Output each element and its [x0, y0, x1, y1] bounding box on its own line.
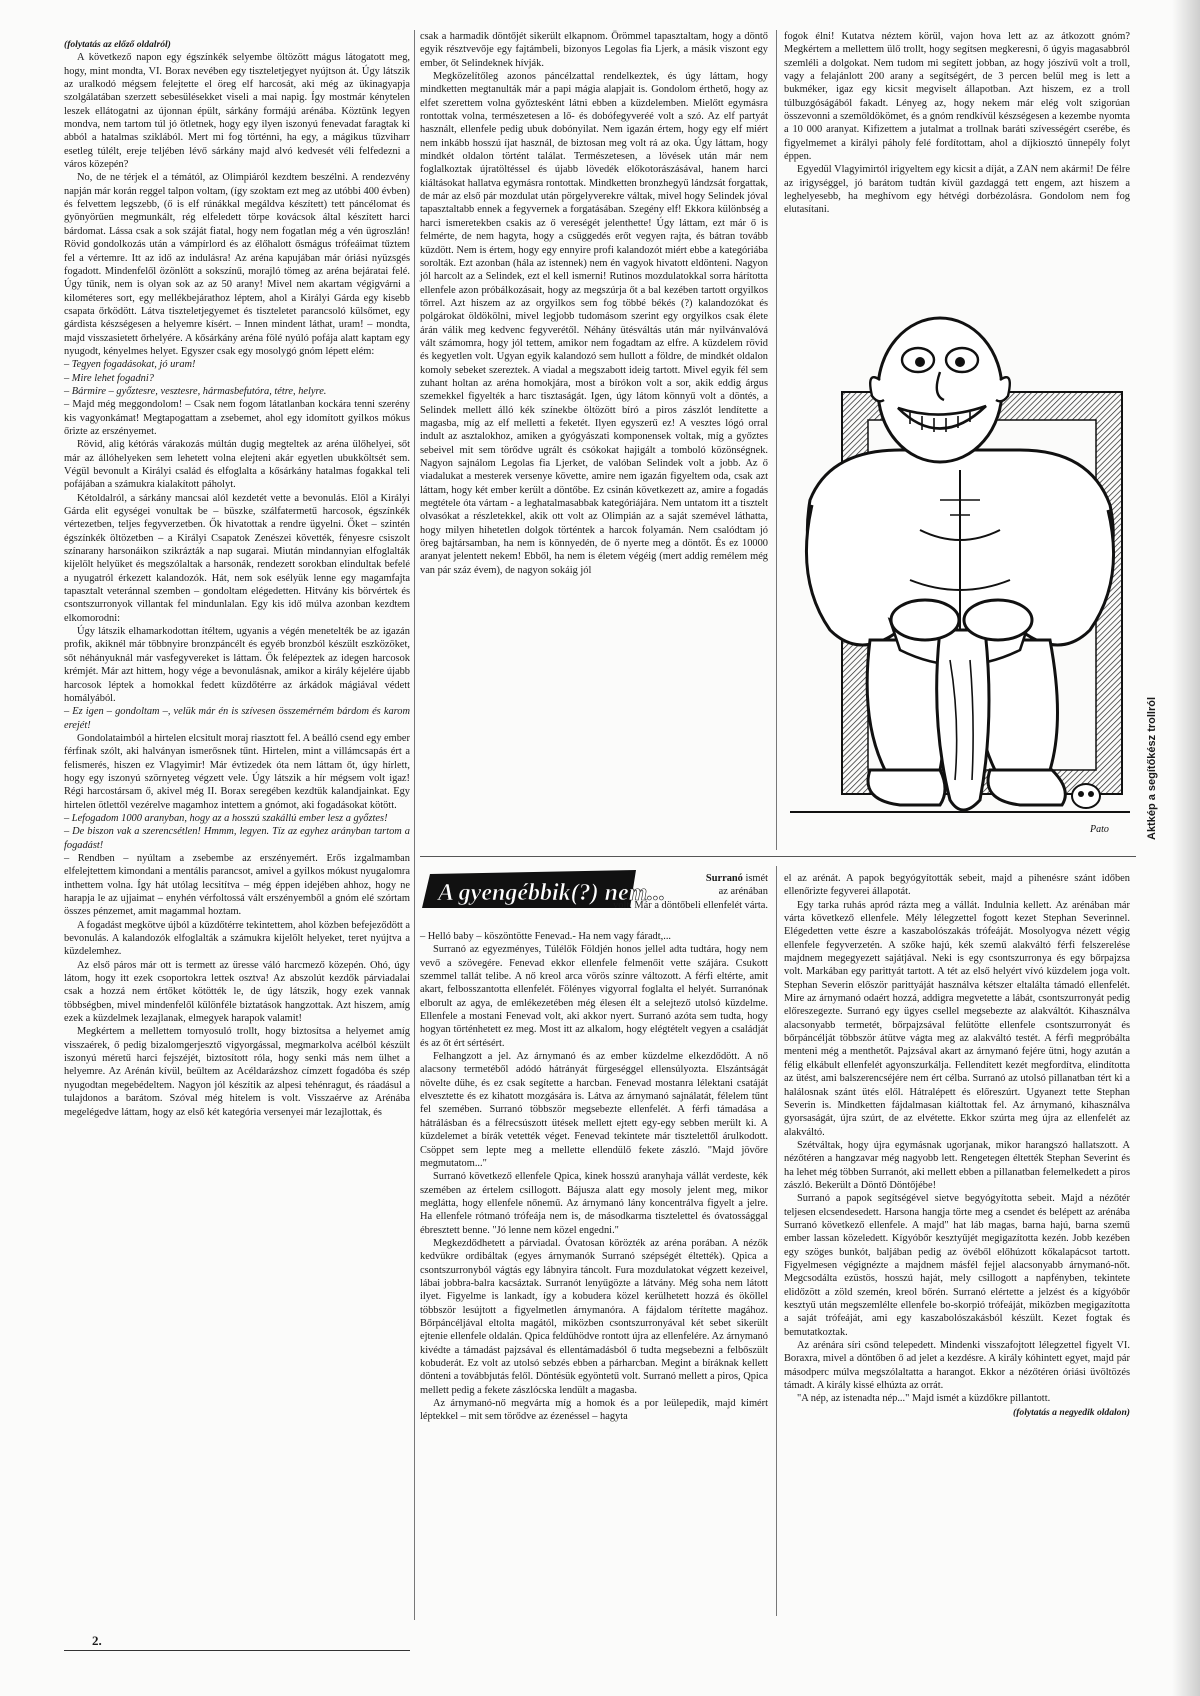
col1-dialogue: – Lefogadom 1000 aranyban, hogy az a hosszú szakállú ember lesz a győztes! — [64, 812, 388, 824]
article2-paragraph: "A nép, az istenadta nép..." Majd ismét a küzdőkre pillantott. — [797, 1393, 1051, 1405]
col1-dialogue: – Bármire – győztesre, vesztesre, hármasbefutóra, tétre, helyre. — [64, 385, 327, 397]
column-divider — [776, 866, 777, 1616]
article2-paragraph: Szétváltak, hogy újra egymásnak ugorjanak, mikor harangszó hallatszott. A nézőtéren a hangzavar még nagyobb lett. Rengetegen éltették Stephan Severint és ha lehet még többen Surranót, aki mellett ebben a pillanatban felemelkedett a piros zászló. Bekerült a Döntő Döntőjébe! — [784, 1139, 1130, 1191]
article2-paragraph: Felhangzott a jel. Az árnymanó és az ember küzdelme elkezdődött. A nő alacsony termetéből adódó hátrányát fürgeséggel ellensúlyozta. Elszántságát növelte dühe, és ez csak segítette a harcban. Fenevad mostanra lélektani csatáját elvesztette és ez kihatott mozgására is. Látva az árnymanó sajnálatát, félelem tűnt fel szemében. Surranó többször megsebezte ellenfelét. A férfi támadása a hátrálásban és a félrecsúszott ütések mellett ejtett egy-egy sebben merült ki. A küzdelemet a bírák vetették véget. Fenevad tekintete már tisztelettől árulkodott. Csöppet sem lepte meg a mellette ellendülő fekete zászló. "Majd jövőre megmutatom..." — [420, 1051, 768, 1169]
troll-illustration — [790, 300, 1130, 848]
section-divider — [420, 856, 1136, 857]
col3-paragraph: fogok élni! Kutatva néztem körül, vajon hova lett az az átkozott gnóm? Megkértem a mellettem ülő trollt, hogy segítsen megkeresni, ő úgyis magasabbról szemléli a dolgokat. Nem tudom mi segített jobban, az hogy jószívű volt a troll, vagy a felajánlott 200 arany a segítségért, de 3 percen belül meg is lett a bukméker, igaz egy kicsit megviselt állapotban. Azt hiszem, ez a troll túlbuzgóságából fakadt. Lényeg az, hogy nekem már elég volt szigorúan összevonni a szemöldökömet, és a gnóm rendkívül készségesen a kezembe nyomta a 10 000 aranyat. Kifizettem a jutalmat a trollnak baráti szívességért cserébe, és figyelmemet a királyi páholy felé fordítottam, ahol a díjkiosztó ünnepély folyt éppen. — [784, 31, 1130, 163]
col3-paragraph: Egyedül Vlagyimirtól irigyeltem egy kicsit a díját, a ZAN nem akármi! De félre az irigységgel, jó barátom tudtán kívül gazdaggá tett engem, azt hiszem a leghelyesebb, ha meghívom egy hétvégi dorbézolásra. Gondolom nem fog elutasítani. — [784, 164, 1130, 216]
footer-rule — [64, 1650, 410, 1651]
column-divider — [776, 30, 777, 850]
article2-paragraph: Az arénára síri csönd telepedett. Mindenki visszafojtott lélegzettel figyelt VI. Boraxra, mivel a döntőben ő ad jelet a kezdésre. A király kóhintett egyet, majd pár másodperc múlva megszólaltatta a harangot. Ekkor a nézőtéren óriási üvöltözés támadt. A király kissé elhúzta az orrát. — [784, 1340, 1130, 1392]
column-1 — [64, 38, 410, 1620]
col1-paragraph: Rövid, alig kétórás várakozás múltán dugig megteltek az aréna ülőhelyei, sőt már az állóhelyeken sem lehetett volna elejteni akár egyetlen ubukköltsét sem. Végül bevonult a Királyi család és elfoglalta a kősárkány hatalmas fogakkal teli pofájában a számukra kialakított páholyt. — [64, 439, 410, 491]
troll-drawing — [790, 300, 1130, 848]
article-intro-cont: volt. Már a döntőbeli ellenfelét várta. — [613, 900, 768, 911]
col1-dialogue: – Ez igen – gondoltam –, velük már én is szívesen összemérném bárdom és karom erejét! — [64, 706, 410, 731]
article2-column-right — [784, 872, 1130, 1614]
illustration-caption: Aktkép a segítőkész trollról — [1146, 696, 1158, 840]
article-title: A gyengébbik(?) nem... — [438, 880, 666, 906]
col1-dialogue: – Tegyen fogadásokat, jó uram! — [64, 359, 196, 371]
col2-paragraph: csak a harmadik döntőjét sikerült elkapnom. Örömmel tapasztaltam, hogy a döntő egyik résztvevője egy fajtámbeli, bizonyos Legolas fia Ljerk, a másik viszont egy ember, őt Selindeknek hívják. — [420, 31, 768, 69]
col1-paragraph: Úgy látszik elhamarkodottan ítéltem, ugyanis a végén menetelték be az igazán profik, akiknél már többnyire bronzpáncélt és egyéb bronzból készült eszközöket, sőt néhányuknál már vasfegyvereket is láttam. Ők felépeztek az idegen harcosok krémjét. Már azt hittem, hogy vége a bevonulásnak, amikor a király kéjelére újabb harcosok léptek a homokkal fedett küzdőtérre az árkádok mágiával védett homályából. — [64, 626, 410, 704]
column-divider — [414, 30, 415, 1620]
continuation-note-top: (folytatás az előző oldalról) — [64, 39, 171, 50]
continuation-note-bottom: (folytatás a negyedik oldalon) — [1013, 1406, 1130, 1418]
col1-dialogue: – Majd még meggondolom! – Csak nem fogom látatlanban kockára tenni szerény kis vagyonkámat! Megtapogattam a zsebemet, ahol egy idomított gyilkos mókus őrizte az erszényemet. — [64, 399, 410, 437]
col1-paragraph: Megkértem a mellettem tornyosuló trollt, hogy biztosítsa a helyemet amíg visszaérek, ő pedig bizalomgerjesztő vigyorgással, megmarkolva acélból készült iszonyú méretű harci fejszéjét, biztosított róla, hogy senki más nem ülhet a helyemre. Az Arénán kívül, beültem az Acéldarázshoz címzett fogadóba és szép nyugodtan megebédeltem. Nagyon jól készítik az alpesi tehénragut, és ráadásul a tulajdonos a barátom. Szóval még hitelem is volt. Visszaérve az Arénába megelégedve láttam, hogy az első két kategória versenyei már lezajlottak, és — [64, 1026, 410, 1118]
article-intro: Surranó ismét az arénában — [705, 873, 768, 898]
article2-paragraph: Megkezdődhetett a párviadal. Óvatosan körözték az aréna porában. A nézők kedvükre ordibáltak (egyes árnymanók Surranó szépségét éltették). Qpica a csontszurronyból vágtás egy lábnyira táncolt. Fura mozdulatokat végzett kezeivel, lábai jobbra-balra kacsáztak. Surranót lenyűgözte a látvány. Még soha nem látott ilyet. Figyelme is lankadt, így a kobudera közel kerülhetett hozzá és ököllel többször lesújtott a figyelmetlen árnymanóra. A fájdalom térítette magához. Bőrpáncéljával eltolta magától, miközben csontszurronyával két sebet sikerült ejtenie ellenfele oldalán. Qpica feldühödve rontott újra az ellenfelére. Az árnymanó kivédte a támadást pajzsával és ellentámadásból ő tudta megsebezni a felbőszült kobuderát. Ez volt az utolsó sebzés ebben a párharcban. Megint a bíráknak kellett dönteni a továbbjutás felől. Döntésük egyöntetű volt. Surranó mellett a piros, Qpica mellett pedig a fekete zászlócska lendült a magasba. — [420, 1237, 769, 1396]
page-number: 2. — [92, 1633, 102, 1648]
article2-column-left — [420, 930, 768, 1624]
column-3 — [784, 30, 1130, 288]
col1-dialogue: – Rendben – nyúltam a zsebembe az erszényemért. Erős izgalmamban elfelejtettem kimondani a mentális parancsot, amivel a gyilkos mókust nyugalomra inthettem volna. Így hát utólag lecsitítva – még éppen idejében ahhoz, hogy ne harapja le az ujjaimat – enyhén vérfoltossá vált erszényemből a gnóm elé szórtam összes pénzemet, amit magammal hoztam. — [64, 852, 410, 918]
col1-paragraph: A következő napon egy égszínkék selyembe öltözött mágus látogatott meg, hogy, mint mondta, VI. Borax nevében egy tiszteletjegyet nyújtson át. Úgy látszik az uralkodó mégsem felejtette el öreg elf harcosát, aki még az ükinagyapja szolgálatában szerzett sebesülésekket viseli a mai napig. Így mostmár kénytelen leszek ellátogatni az újonnan épült, sárkány formájú arénába. Köztünk legyen mondva, nem tartom túl jó ötletnek, hogy egy ilyen iszonyú fenevadat faragtak ki abból a hatalmas sziklából. Mert mi fog történni, ha egy, a mágikus tűzviharr esetleg túlélt, ereje teljében lévő sárkány majd alvó kedvesét véli felfedezni a város közepén? — [64, 52, 410, 171]
col1-dialogue: – De biszon vak a szerencsétlen! Hmmm, legyen. Tíz az egyhez arányban tartom a fogadást! — [64, 826, 410, 851]
col1-paragraph: No, de ne térjek el a témától, az Olimpiáról kezdtem beszélni. A rendezvény napján már korán reggel talpon voltam, (így szoktam ezt meg az utóbbi 400 évben) és felvettem legszebb, (ő is elf rúnákkal megáldva készített) tett páncélomat és gyönyörűen megmunkált, rég elfeledett törpe kovácsok által készített harci bárdomat. Lássa csak a sok száját fiatal, hogy nem fogatlan még a vén ügroszlán! Rövid gondolkozás után a vámpírlord és az élőhalott ősmágus trófeáimat tűztem fel a vértemre. Itt az idő az indulásra! Az aréna kapujában már óriási nyüzsgés fogadott. Mindenfelől özönlött a sokszínű, morajló tömeg az aréna bejáratai felé. Úgy tűnik, nem is olyan sok az az 50 arany! Mivel nem akartam végigvárni a kilométeres sort, egy mellékbejárathoz léptem, ahol a Királyi Gárda egy kisebb csapata őrködött. Látva tiszteletjegyemet és tiszteletet parancsoló külsőmet, egy gárdista készségesen a helyemre kísért. – Innen mindent láthat, uram! – mondta, majd visszasietett őrhelyére. A kősárkány aréna fölé nyúló pofája alatt kaptam egy nyugodt, kényelmes helyet. Egyszer csak egy mosolygó gnóm lépett elém: — [64, 172, 410, 357]
article2-paragraph: – Helló baby – köszöntötte Fenevad.- Ha nem vagy fáradt,... — [420, 931, 672, 942]
article2-paragraph: Surranó az egyezményes, Túlélők Földjén honos jellel adta tudtára, hogy nem vevő a szövegére. Fenevad ekkor ellenfele felmenőit vette szájára. Csukott szemmel tallát telibe. A nő kreol arca vörös színre változott. A férfi eltérte, amit akart, felbosszantotta ellenfelét. Fölényes vigyorral foglalta el helyét. Surranónak elborult az agya, de emlékezetében még élesen élt a selejtező utolsó küzdelme. Ellenfele a mostani Fenevad volt, aki akkor nyert. Surranó azóta sem tudta, hogy hogyan történhetett ez meg. Most itt az alkalom, hogy elégtételt vegyen a családját és az őt ért sértésért. — [420, 944, 768, 1049]
article2-paragraph: el az arénát. A papok begyógyították sebeit, majd a pihenésre szánt időben ellenőrizte fegyverei állapotát. — [784, 873, 1130, 898]
article2-paragraph: Surranó a papok segítségével sietve begyógyította sebeit. Majd a nézőtér teljesen elcsendesedett. Harsona hangja törte meg a csendet és belépett az arénába Surranó következő ellenfele. A majd" hat láb magas, barna hajú, barna szemű ember lassan közeledett. Kígyóbőr kesztyűjét megigazította kezén. Jobb kezében egy szöges bunkót, baljában pedig az övéből előhúzott kőkalapácsot tartott. Figyelmesen végignézte a majdnem másfél fejjel alacsonyabb árnymanó-nőt. Megcsodálta ezüstös, hosszú haját, mely csillogott a napfényben, tekintete elidőzött a zöld szemén, kreol bőrén. Surranó elértette a jelzést és a kígyóbőr kesztyű után megszemlélte ellenfele bo-skorpió trófeáját, miközben megigazította a saját trófeáját, ami egy kaszabolószakásból készült. Kezet fogtak és bemutatkoztak. — [784, 1193, 1130, 1338]
col1-paragraph: Gondolataimból a hirtelen elcsitult moraj riasztott fel. A beálló csend egy ember férfinak szólt, aki halványan ismerősnek tűnt. Hirtelen, mint a villámcsapás ért a felismerés, hiszen ez Vlagyimir! Már évtizedek óta nem láttam őt, úgy hírlett, hogy egy iszonyú szörnyeteg végzett vele. Úgy látszik a hír mégsem volt igaz! Régi harcostársam ő, akivel még II. Borax seregében kezdtük kalandjainkat. Egy hirtelen ötlettől vezérelve magamhoz intettem a gnómot, aki fogadásokat kötött. — [64, 732, 410, 811]
article2-paragraph: Egy tarka ruhás apród rázta meg a vállát. Indulnia kellett. Az arénában már várta következő ellenfele. Mély lélegzettel fogott kezet Stephan Severinnel. Elégedetten vette észre a kaszabolószakás trófeáját. Mosolyogva nézett végig ellenfele fegyverzetén. A szőke hajú, kék szemű alakváltó férfi felszerelése majdnem megegyezett sajátjával. Neki is egy csontszurronya és egy bőrpajzsa volt. Markában egy parittyát tartott. A tét az első helyért vívó küzdelem joga volt. Stephan Severin először parittyáját használva kétszer eltalálta támadó ellenfelét. Mire az árnymanó odaért hozzá, addigra megvetette a lábát, csontszurronyát pedig előreszegezte. Surranó egy ügyes csellel megsebezte az alakváltót. Kihasználva alacsonyabb termetét, bőrpajzsával felütötte ellenfele csontszurronyát és bőrpáncélját többször átütve vágta meg az alakváltó testét. A férfi megpróbálta menteni még a menthetőt. Pajzsával akart az árnymanó fejére ütni, hogy azután a félig elkábult ellenfelét agyonszurkálja. Fellendített kezét megfordítva, elindította az ütést, ami balszerencséjére nem ért célba. Surranó az utolsó pillanatban tért ki a halálosnak szánt ütés elől. Hátralépett és előreszúrt. Ugyanezt tette Stephan Severin is. Mindketten fájdalmasan kiáltottak fel. Az árnymanó, kihasználva gyorsaságát, újra szúrt, de az elvétette. Ekkor szúrta meg újra az ellenfelét az alakváltó. — [784, 899, 1130, 1138]
article2-paragraph: Az árnymanó-nő megvárta míg a homok és a por leülepedik, majd kimért léptekkel – mit sem törődve az ézenéssel – hagyta — [420, 1398, 768, 1423]
binding-shadow — [1172, 0, 1200, 1696]
article2-paragraph: Surranó következő ellenfele Qpica, kinek hosszú aranyhaja vállát verdeste, kék szemében az értelem csillogott. Bájusza alatt egy mosoly jelent meg, mikor meglátta, hogy ellenfele nőnemű. Az árnymanó lány koncentrálva figyelt a jelre. Ha ellenfele rótmanó trófeája nem is, de másodkarma tisztelettel és óvatossággal ébresztett benne. "Jó lenne nem közel engedni." — [420, 1171, 768, 1236]
column-2 — [420, 30, 768, 848]
illustration-signature: Pato — [1090, 824, 1109, 835]
col1-paragraph: Kétoldalról, a sárkány mancsai alól kezdetét vette a bevonulás. Elöl a Királyi Gárda elit egységei vonultak be – büszke, szálfatermetű harcosok, égszínkék vértezetben, teljes fegyverzetben. Ők hivatottak a rendre ügyelni. Őket – szintén égszínkék öltözetben – a Királyi Csapatok Zenészei követték, fényesre csiszolt színarany harsonáikon szikrázták a nap sugarai. Miután mindannyian elfoglalták kijelölt helyüket és megszólaltak a harsonák, rendezett sorokban elindultak befelé a nyugatról érkezett kalandozók. Hát, nem sok esélyük lenne egy magamfajta tapasztalt veteránnal szemben – gondoltam elégedetten. Hitvány kis börvértek és csontszurronyok villantak fel mindunlalan. Egy kis idő múlva azonban kezdtem elkomorodni: — [64, 492, 410, 624]
col1-dialogue: – Mire lehet fogadni? — [64, 372, 154, 384]
col2-paragraph: Megközelítőleg azonos páncélzattal rendelkeztek, és úgy láttam, hogy mindketten megtanulták már a papi mágia alapjait is. Gondolom érthető, hogy az elfet szerettem volna győztesként látni ebben a küzdelemben. Mielőtt egymásra rontottak volna, természetesen a lő- és dobófegyveréé volt a szó. Az elf partyát használt, ellenfele pedig ubuk dobónyilat. Nem igazán értem, hogy egy elf miért nem inkább hosszú íjat használ, de biztosan meg volt rá az oka. Úgy láttam, hogy mindkét oldalon történt találat. Természetesen, a lövések után már nem foglalkoztak újratöltéssel és újabb lövedék előkotorászásával, hanem harci kiáltásokat hallatva egymásra rontottak. Mindketten bronzhegyű lándzsát forgattak, de már az első pár mozdulat után pörgelyverekre váltak, mivel hogy Selindek jóval tapasztaltabb ennek a fegyvernek a forgatásában. Szegény elf! Ekkora különbség a harci ismeretekben csakis az ő vereségét jelenthette! Úgy láttam, ezt már ő is felmérte, de nem hagyta, hogy a csüggedés erőt vegyen rajta, és bátran tovább küzdött. Nem is értem, hogy egy ennyire profi kalandozót miért ebbe a kategóriába sorolták. Ezt azonban (hála az istennek) nem én vagyok hivatott eldönteni. Nagyon jól harcolt az a Selindek, ezt el kell ismerni! Rutinos mozdulatokkal sorra hárította ellenfele azon próbálkozásait, hogy az megszúrja őt a bal kezében tartott orgyilkos tőrrel. Azt hiszem az az orgyilkos sem fog többé békés (?) kalandozókat és polgárokat öldökölni, mivel legjobb tudomásom szerint egy orgyilkos csak élete árán válik meg kedvenc fegyverétől. Néhány ütésváltás után már nyilvánvalóvá vált számomra, hogy jól tettem, amikor nem fogadtam az elfre. A küzdelem rövid és kegyetlen volt. Ugyan egyik kalandozó sem hullott a földre, de mindkét oldalon komoly sebeket szereztek. A viadal a megszabott ideig tartott. Mivel egyik fél sem zuhant holtan az aréna homokjára, most a bírókon volt a sor, akik eddig árgus szemekkel figyelték a harc tisztaságát. Igen, úgy látom könnyű volt a döntés, a Selindek mellett álló kék színekbe öltözött bíró a piros zászlót lendítette a magasba, míg az elf melletti a feketét. Ilyen egyszerű ez! A vesztes lógó orral indult az asztalokhoz, amiken a gyógyászati komponensek voltak, míg a győztes sebeivel mit sem törődve ugrált és csókokat hajigált a tomboló közönségnek. Nagyon sajnálom Legolas fia Ljerket, de valóban Selindek volt a jobb. Az ő viadalukat a mesterek versenye követte, amire nem igazán figyeltem oda, csak azt láttam, hogy két ember került a döntőbe. Ez csinán következett az, amire a fogadás megtétele óta vártam - a leghatalmasabbak kategóriájára. Nem untatom itt a tisztelt olvasókat a részletekkel, akik ott volt az Olimpián az a saját szemével láthatta, hogy milyen hihetetlen dolgok történtek a harcok folyamán. Nem csalódtam jó öreg bajtársamban, ha nem is könnyedén, de ő nyerte meg a döntőt. És ez 10000 aranyat jelentett nekem! Ebből, ha nem is életem végéig (mert addig remélem még van pár száz évem), de nagyon sokáig jól — [420, 71, 768, 576]
col1-paragraph: Az első páros már ott is termett az üresse váló harcmező közepén. Ohó, úgy látom, hogy itt ezek csoportokra lettek osztva! Az abszolút kezdők párviadalai csak a hozzá nem értőket kötötték le, de úgy látszik, hogy ezek vannak többségben, mivel mindenfelől különféle biztatások hangzottak. Azt hiszem, amíg ezek a küzdelmek lezajlanak, elmegyek harapok valamit! — [64, 959, 410, 1025]
col1-paragraph: A fogadást megkötve újból a küzdőtérre tekintettem, ahol közben befejeződött a bevonulás. A kalandozók elfoglalták a számukra kijelölt helyeket, teret nyújtva a küzdelemhez. — [64, 919, 410, 958]
